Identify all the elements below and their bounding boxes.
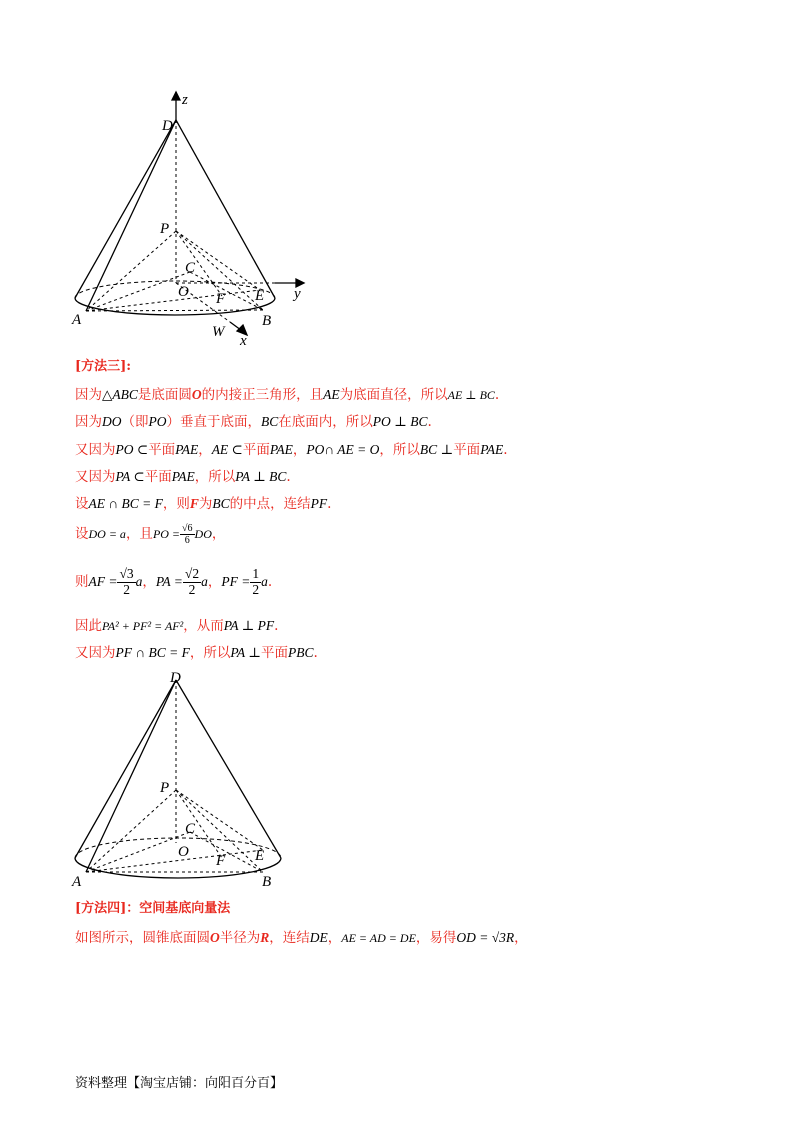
label-C: C (185, 821, 196, 837)
label-y: y (294, 286, 301, 302)
method3-line-1: 因为△ABC是底面圆O的内接正三角形，且AE为底面直径，所以AE ⊥ BC. (75, 387, 500, 403)
method3-line-4: 又因为PA ⊂平面PAE，所以PA ⊥ BC. (75, 469, 291, 485)
label-F: F (216, 291, 226, 307)
cone-figure-2 (60, 662, 300, 892)
method3-line-5: 设AE ∩ BC = F，则F为BC的中点，连结PF. (75, 496, 332, 512)
generator-DA (86, 680, 176, 872)
method3-line-7: 则AF = $\frac{√3}{2}$ a，PA = $\frac{√2}{2}$ a，PF = $\frac{1}{2}$ a. (75, 566, 273, 597)
method3-line-9: 又因为PF ∩ BC = F，所以PA ⊥平面PBC. (75, 645, 318, 661)
label-O: O (178, 284, 189, 300)
base-back-arc (75, 281, 275, 298)
z-axis-arrow (172, 92, 180, 100)
generator-left (75, 680, 176, 858)
label-A: A (72, 874, 82, 890)
label-A: A (72, 312, 82, 328)
label-C: C (185, 260, 196, 276)
method4-line-1: 如图所示，圆锥底面圆O半径为R，连结DE，AE = AD = DE，易得OD = √3R， (75, 930, 528, 946)
method3-line-3: 又因为PO ⊂平面PAE，AE ⊂平面PAE，PO∩ AE = O，所以BC ⊥平面PAE. (75, 442, 508, 458)
fraction-AF: $\frac{√3}{2}$ (119, 566, 134, 597)
cone-figure-1 (60, 88, 320, 350)
label-W: W (212, 324, 225, 340)
label-E: E (255, 288, 265, 304)
label-P: P (160, 221, 170, 237)
label-B: B (262, 313, 272, 329)
method4-heading: [方法四]：空间基底向量法 (75, 901, 231, 916)
page-footer: 资料整理【淘宝店铺：向阳百分百】 (75, 1076, 284, 1091)
fraction-PA: $\frac{√2}{2}$ (184, 566, 200, 597)
label-z: z (182, 92, 188, 108)
method3-line-2: 因为DO（即PO）垂直于底面，BC在底面内，所以PO ⊥ BC. (75, 414, 432, 430)
label-B: B (262, 874, 272, 890)
method3-line-8: 因此PA² + PF² = AF²，从而PA ⊥ PF. (75, 618, 279, 634)
generator-left (75, 120, 176, 298)
method3-heading: [方法三]: (75, 359, 132, 374)
label-E: E (255, 848, 265, 864)
fraction-PF: $\frac{1}{2}$ (252, 566, 260, 597)
label-F: F (216, 853, 226, 869)
label-D: D (162, 118, 173, 134)
method3-line-6: 设DO = a，且PO = $\frac{√6}{6}$ DO， (75, 523, 226, 546)
fraction-sqrt6-over-6: $\frac{√6}{6}$ (182, 523, 193, 546)
label-P: P (160, 780, 170, 796)
label-x: x (240, 333, 247, 349)
label-D: D (170, 670, 181, 686)
label-O: O (178, 844, 189, 860)
